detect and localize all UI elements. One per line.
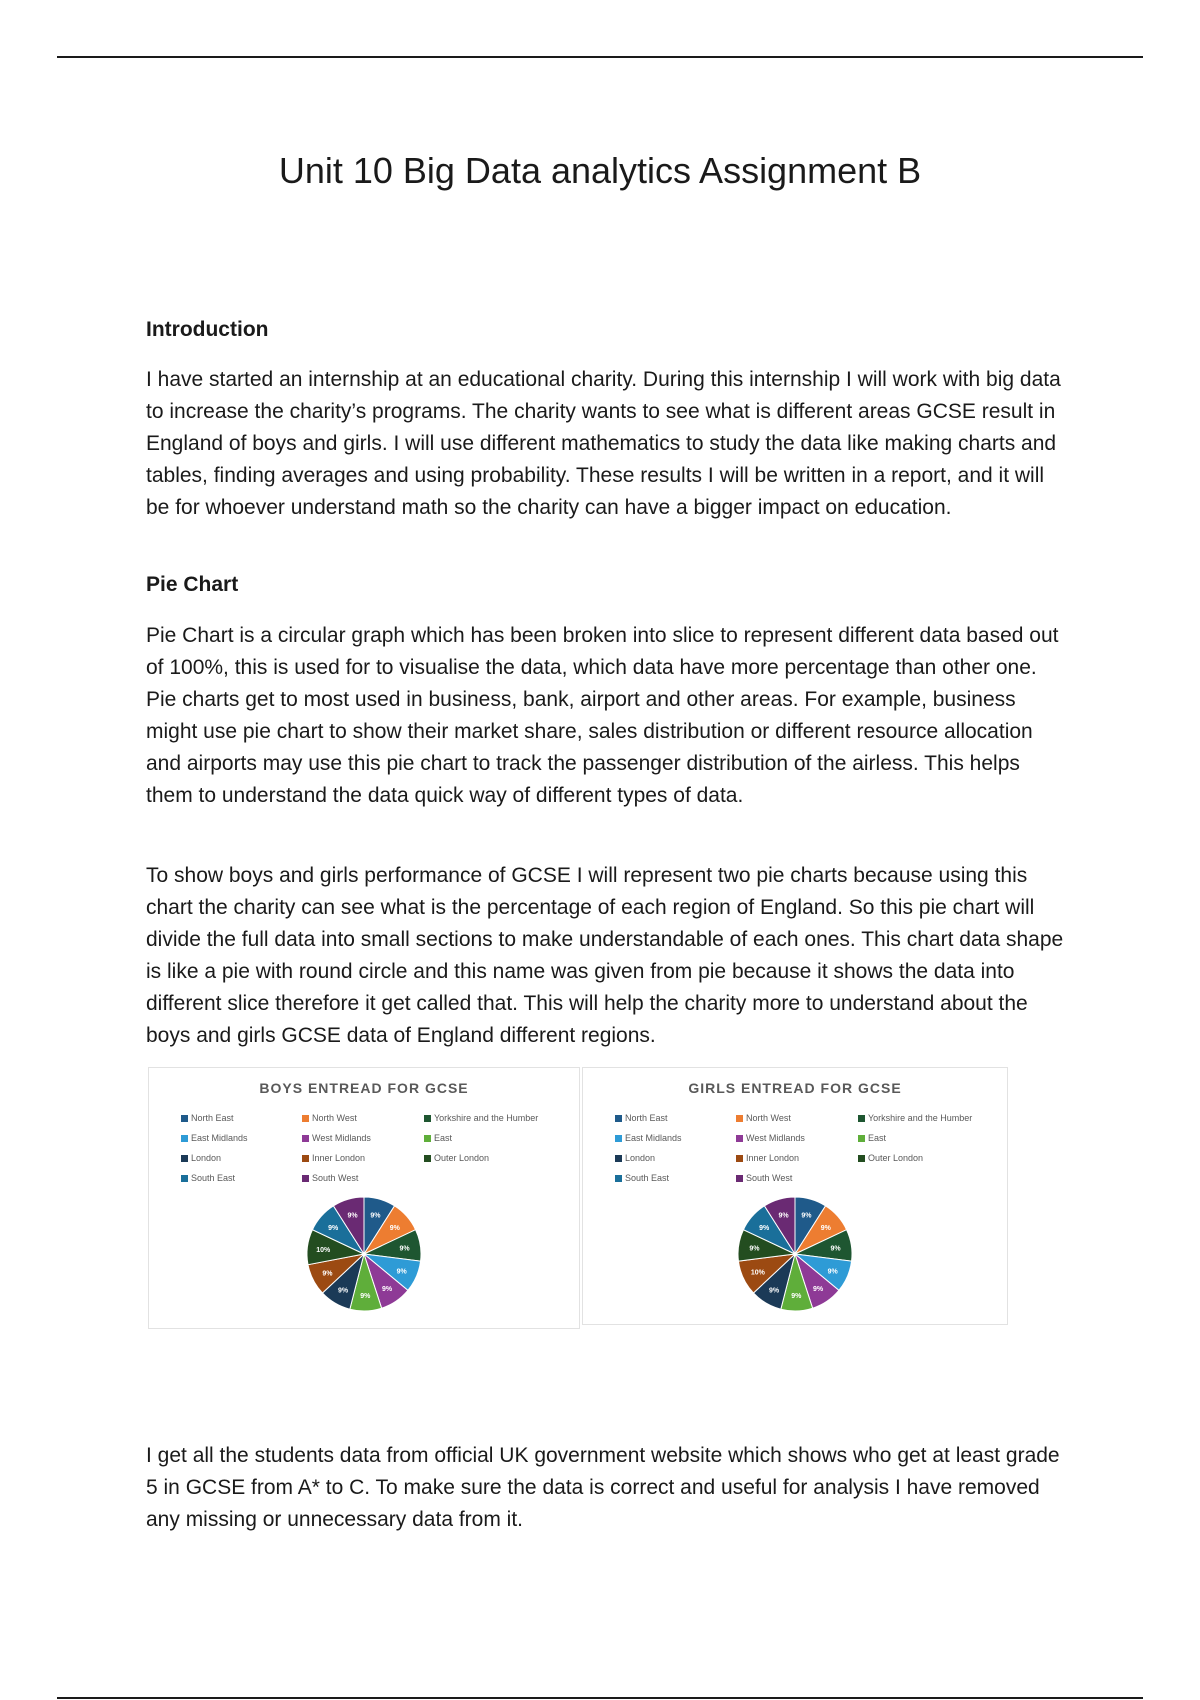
legend-label: North East (625, 1113, 668, 1123)
legend-label: West Midlands (746, 1133, 805, 1143)
pie-slice-label: 9% (347, 1212, 358, 1220)
pie-chart-paragraph-1-container (146, 620, 1066, 812)
pie-chart-paragraph-2: To show boys and girls performance of GCSE I will represent two pie charts because using this chart the charity can see what is the percentage of each region of England. So this pie chart will divide the full data into small sections to make understandable of each ones. This chart data shape is like a pie with round circle and this name was given from pie because it shows the data into different slice therefore it get called that. This will help the charity more to understand about the boys and girls GCSE data of England different regions. (146, 864, 1064, 1047)
pie-slice-label: 9% (778, 1212, 789, 1220)
pie-svg (149, 1068, 579, 1328)
legend-label: South East (191, 1173, 236, 1183)
legend-label: South West (746, 1173, 793, 1183)
introduction-paragraph: I have started an internship at an educational charity. During this internship I will work with big data to increase the charity’s programs. The charity wants to see what is different areas GCSE result in England of boys and girls. I will use different mathematics to study the data like making charts and tables, finding averages and using probability. These results I will be written in a report, and it will be for whoever understand math so the charity can have a bigger impact on education. (146, 368, 1061, 519)
legend-label: Inner London (746, 1153, 800, 1163)
pie-slice-label: 9% (396, 1268, 407, 1276)
pie-slice-label: 9% (801, 1212, 812, 1220)
bottom-rule (57, 1697, 1143, 1699)
section-heading: Introduction (146, 318, 269, 341)
chart-title: GIRLS ENTREAD FOR GCSE (688, 1080, 902, 1096)
pie-slice-label: 9% (328, 1224, 339, 1232)
legend-label: Inner London (312, 1153, 366, 1163)
legend-label: South East (625, 1173, 670, 1183)
legend-label: Outer London (434, 1153, 490, 1163)
legend-label: London (191, 1153, 222, 1163)
section-introduction (146, 318, 1066, 342)
pie-slice-label: 9% (827, 1268, 838, 1276)
pie-slice-label: 9% (338, 1287, 349, 1295)
closing-paragraph: I get all the students data from official UK government website which shows who get at least grade 5 in GCSE from A* to C. To make sure the data is correct and useful for analysis I have removed any missing or unnecessary data from it. (146, 1444, 1060, 1531)
pie-svg (583, 1068, 1007, 1324)
legend-label: London (625, 1153, 656, 1163)
legend-label: East Midlands (191, 1133, 248, 1143)
section-pie-chart (146, 573, 1066, 597)
pie-slice-label: 9% (759, 1224, 770, 1232)
closing-paragraph-container (146, 1440, 1066, 1536)
girls-pie-chart (582, 1067, 1008, 1325)
legend-label: Yorkshire and the Humber (868, 1113, 973, 1123)
chart-title: BOYS ENTREAD FOR GCSE (259, 1080, 469, 1096)
legend-label: East Midlands (625, 1133, 682, 1143)
page-title: Unit 10 Big Data analytics Assignment B (278, 150, 922, 191)
introduction-paragraph-container (146, 364, 1066, 524)
pie-chart-paragraph-1: Pie Chart is a circular graph which has been broken into slice to represent different data based out of 100%, this is used for to visualise the data, which data have more percentage than other one. Pie charts get to most used in business, bank, airport and other areas. For example, business might use pie chart to show their market share, sales distribution or different resource allocation and airports may use this pie chart to track the passenger distribution of the airless. This helps them to understand the data quick way of different types of data. (146, 624, 1059, 807)
pie-slice-label: 10% (750, 1269, 765, 1277)
pie-slice-label: 9% (360, 1293, 371, 1301)
pie-slice-label: 9% (322, 1270, 333, 1278)
legend-label: North West (312, 1113, 357, 1123)
legend-label: East (434, 1133, 453, 1143)
pie-chart-paragraph-2-container (146, 860, 1066, 1052)
boys-pie-chart (148, 1067, 580, 1329)
pie-slice-label: 9% (813, 1285, 824, 1293)
legend-label: Yorkshire and the Humber (434, 1113, 539, 1123)
legend-label: East (868, 1133, 887, 1143)
top-rule (57, 56, 1143, 58)
pie-slice-label: 9% (749, 1245, 760, 1253)
legend-label: North East (191, 1113, 234, 1123)
pie-slice-label: 9% (399, 1245, 410, 1253)
pie-slice-label: 10% (316, 1246, 331, 1254)
legend-label: South West (312, 1173, 359, 1183)
section-heading: Pie Chart (146, 573, 239, 596)
legend-label: West Midlands (312, 1133, 371, 1143)
pie-slice-label: 9% (830, 1245, 841, 1253)
pie-slice-label: 9% (769, 1287, 780, 1295)
pie-slice-label: 9% (389, 1224, 400, 1232)
pie-slice-label: 9% (382, 1285, 393, 1293)
legend-label: Outer London (868, 1153, 924, 1163)
legend-label: North West (746, 1113, 791, 1123)
pie-slice-label: 9% (370, 1212, 381, 1220)
pie-slice-label: 9% (791, 1293, 802, 1301)
pie-slice-label: 9% (820, 1224, 831, 1232)
